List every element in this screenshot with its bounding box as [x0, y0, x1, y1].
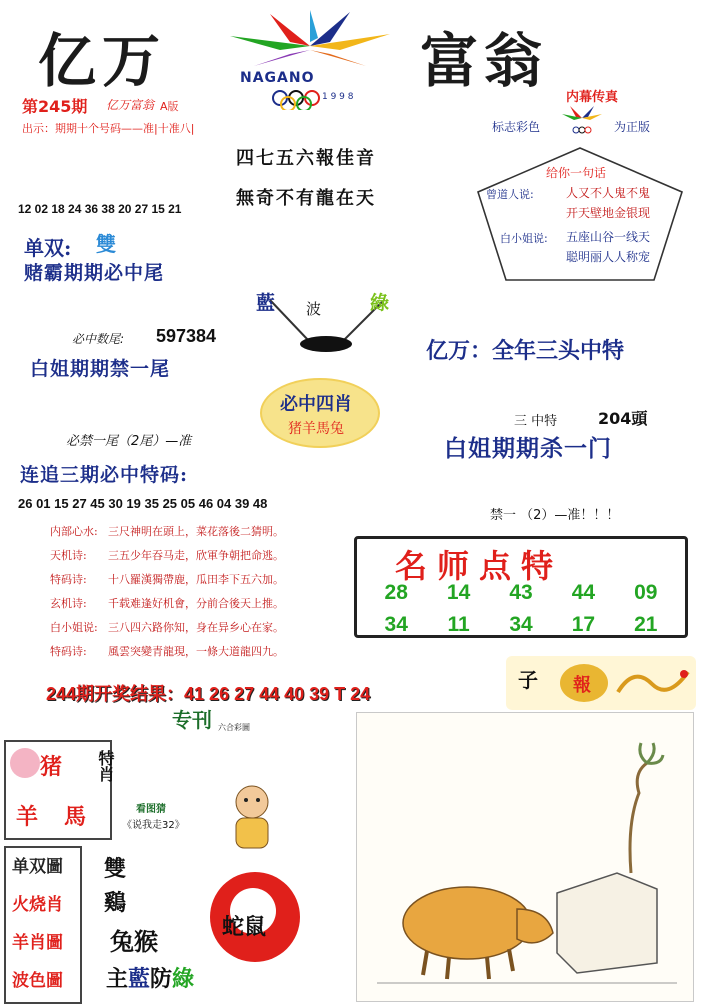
- zhuankan-sub: 六合彩圖: [218, 723, 250, 732]
- charts-column: [4, 846, 82, 1004]
- wave-blue: 藍: [256, 292, 276, 314]
- verse-line-1: 四七五六報佳音: [236, 148, 376, 169]
- wave-funnel: [252, 282, 402, 358]
- ban-one: 禁一 （2）—准！！！: [490, 508, 620, 523]
- master-number: 43: [509, 581, 533, 604]
- master-title: 名师点特: [395, 547, 564, 585]
- poem-label: 天机诗:: [50, 549, 87, 562]
- nagano-logo: [210, 6, 410, 110]
- pentagon-q2-line1: 五座山谷一线天: [566, 230, 651, 244]
- flower-icon: [10, 748, 40, 778]
- must-tail-value: 597384: [156, 326, 217, 346]
- master-number: 34: [384, 613, 408, 636]
- pentagon-q1-line2: 开天壁地金银现: [566, 206, 651, 220]
- bottom-double: 雙: [104, 856, 127, 882]
- zhuankan-title: 专刊: [172, 708, 212, 732]
- poem-text: 三五少年吞马走，欣軍争朝把命逃。: [108, 549, 284, 562]
- master-box: [354, 536, 688, 638]
- poem-label: 白小姐说:: [50, 621, 98, 634]
- three-heads-label: 三 中特: [514, 414, 558, 429]
- fax-left: 标志彩色: [492, 120, 541, 134]
- pentagon-q1-label: 曾道人说:: [486, 188, 534, 201]
- master-number: 21: [634, 613, 658, 636]
- ban-tail: 必禁一尾（2尾）—准: [66, 434, 192, 449]
- poem-text: 風雲突變青龍現，一條大道龍四九。: [108, 645, 284, 658]
- kid-icon: [218, 780, 288, 860]
- guard-green: 綠: [172, 966, 195, 992]
- chart-label-3: 羊肖圖: [12, 933, 63, 953]
- guess-tag-sub: 《说我走32》: [122, 820, 185, 831]
- poem-row: [50, 640, 360, 664]
- master-number: 34: [509, 613, 533, 636]
- master-number: 11: [447, 613, 470, 636]
- cartoon-kid: [218, 780, 288, 860]
- zodiac-zi: 子: [518, 668, 538, 692]
- poem-text: 三八四六路你知，身在异乡心在家。: [108, 621, 284, 634]
- master-number: 44: [571, 581, 596, 604]
- bottom-chicken: 鷄: [104, 890, 127, 916]
- chart-label-2: 火烧肖: [12, 895, 63, 915]
- grade-label: A版: [160, 100, 179, 113]
- poem-text: 十八羅漢獨帶鹿，瓜田李下五六加。: [108, 573, 284, 586]
- single-double-tail: 赌霸期期必中尾: [24, 262, 165, 284]
- four-zodiac-oval: [262, 380, 378, 446]
- brand-small: 亿万富翁: [106, 98, 155, 112]
- wave-green: 綠: [370, 292, 390, 314]
- zhuankan-banner: [158, 704, 262, 734]
- main-guard-line: [106, 962, 194, 993]
- master-number: 14: [446, 581, 471, 604]
- pentagon-q1-line1: 人又不人鬼不鬼: [566, 186, 651, 200]
- flower-logo-icon: [210, 6, 410, 110]
- ten-numbers: 12 02 18 24 36 38 20 27 15 21: [18, 202, 182, 216]
- zodiac-bao: 報: [573, 675, 591, 696]
- pentagon-q2-line2: 聪明丽人人称宠: [566, 250, 651, 264]
- subtitle-line: 出示：期期十个号码——准|十准八|: [22, 122, 195, 135]
- master-number: 17: [571, 613, 596, 636]
- kill-gate: 白姐期期杀一门: [444, 435, 612, 462]
- master-number: 09: [634, 581, 658, 604]
- fax-title: 内幕传真: [566, 90, 619, 105]
- must-tail-line2: 白姐期期禁一尾: [30, 358, 171, 380]
- zodiac-bao-badge: [560, 664, 608, 702]
- poem-list: [50, 520, 360, 664]
- result-line: 244期开奖结果：41 26 27 44 40 39 T 24: [46, 684, 371, 704]
- poem-label: 内部心水:: [50, 525, 98, 538]
- poem-row: [50, 592, 360, 616]
- poem-label: 特码诗:: [50, 645, 87, 658]
- logo-text: NAGANO: [240, 70, 315, 86]
- poem-row: [50, 520, 360, 544]
- left-animals-panel: [4, 740, 115, 840]
- four-zodiac-animals: 猪羊馬兔: [288, 421, 344, 437]
- zodiac-tag: [506, 656, 696, 710]
- fax-right: 为正版: [614, 120, 651, 134]
- sketch-picture: [356, 712, 694, 1002]
- guess-tag-title: 看图猜: [136, 804, 166, 815]
- chase-numbers: 26 01 15 27 45 30 19 35 25 05 46 04 39 48: [18, 496, 268, 511]
- main-blue: 藍: [128, 966, 151, 992]
- poem-row: [50, 544, 360, 568]
- chart-label-1: 单双圖: [12, 857, 63, 877]
- poem-label: 玄机诗:: [50, 597, 87, 610]
- main-label: 主: [106, 966, 129, 992]
- pentagon-box: [474, 146, 686, 282]
- must-tail-label: 必中数尾:: [72, 332, 125, 346]
- wave-mid: 波: [306, 300, 322, 318]
- title-left: 亿万: [38, 27, 167, 95]
- bottom-snake-rat: 蛇鼠: [222, 914, 267, 940]
- single-double-label: 单双:: [24, 236, 72, 260]
- bottom-rabbit-monkey: 兔猴: [110, 927, 158, 956]
- master-number: 28: [384, 581, 408, 604]
- small-logo-icon: [558, 104, 606, 136]
- animal-sheep: 羊: [16, 804, 39, 830]
- animal-horse: 馬: [64, 804, 87, 830]
- single-double-value: 雙: [96, 232, 116, 256]
- vertical-label: 特肖: [96, 750, 115, 782]
- dragon-icon: [614, 662, 692, 704]
- guess-tag: [120, 796, 194, 838]
- poem-text: 三尺神明在頭上，菜花落後二猜明。: [108, 525, 284, 538]
- chart-label-4: 波色圖: [12, 971, 63, 991]
- four-zodiac-title: 必中四肖: [280, 394, 352, 415]
- pig-sketch-icon: [357, 713, 695, 1003]
- pentagon-header: 给你一句话: [546, 166, 607, 180]
- chase-title: 连追三期必中特码:: [20, 464, 189, 486]
- verse-line-2: 無奇不有龍在天: [236, 188, 376, 209]
- guard-label: 防: [150, 966, 173, 992]
- issue-number: 第245期: [22, 97, 88, 116]
- animal-pig: 猪: [40, 754, 63, 780]
- full-year-banner: 亿万：全年三头中特: [426, 338, 625, 364]
- pentagon-q2-label: 白小姐说:: [500, 232, 548, 245]
- title-right: 富翁: [420, 27, 549, 95]
- three-heads-value: 204頭: [598, 409, 648, 428]
- poem-row: [50, 568, 360, 592]
- logo-year: 1 9 9 8: [322, 92, 354, 102]
- master-numbers: [365, 581, 677, 637]
- poem-text: 千载难逢好机會，分前合後天上推。: [108, 597, 284, 610]
- poem-row: [50, 616, 360, 640]
- poem-label: 特码诗:: [50, 573, 87, 586]
